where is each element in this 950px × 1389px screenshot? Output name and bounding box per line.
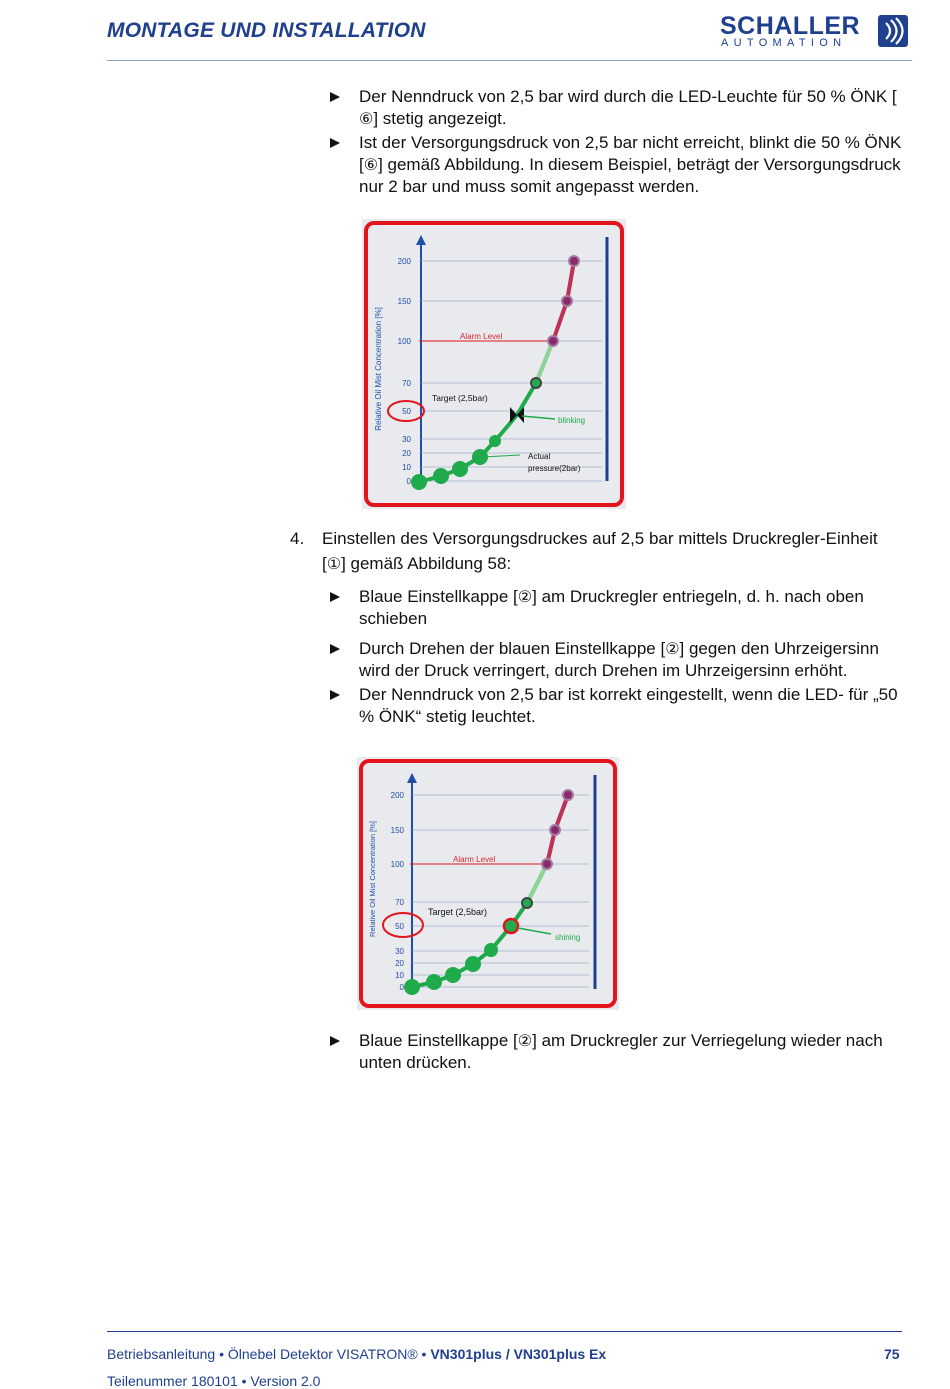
bullet-list-bottom (330, 1030, 905, 1076)
page-section-title: MONTAGE UND INSTALLATION (107, 19, 426, 42)
tick-label: 100 (390, 860, 404, 869)
list-item (330, 132, 905, 198)
bullet-text: ] am Druckregler zur Verriegelung wieder nach unten drücken. (359, 1031, 883, 1072)
shining-led-icon (504, 919, 518, 933)
step-text-before: Einstellen des Versorgungsdruckes auf 2,5 bar mittels Druckregler-Einheit [ (322, 529, 878, 573)
led-green-dots (411, 435, 501, 490)
list-item (330, 684, 905, 728)
tick-label: 30 (402, 435, 411, 444)
reference-number: ⑥ (359, 111, 374, 128)
alarm-level-label: Alarm Level (453, 855, 496, 864)
bullet-text: ] stetig angezeigt. (373, 109, 507, 128)
footer-part-number: Teilenummer 180101 • Version 2.0 (107, 1373, 321, 1389)
bullet-arrow-icon (330, 138, 340, 148)
figure-blinking-led (362, 219, 626, 509)
bullet-text: ] gegen den Uhrzeigersinn wird der Druck verringert, durch Drehen im Uhrzeigersinn erhöht. (359, 639, 879, 680)
header-divider (107, 60, 912, 61)
footer-divider (107, 1331, 902, 1332)
bullet-text: Durch Drehen der blauen Einstellkappe [ (359, 639, 666, 658)
bullet-text: Ist der Versorgungsdruck von 2,5 bar nicht erreicht, blinkt die 50 % ÖNK [ (359, 133, 902, 174)
tick-label: 150 (390, 826, 404, 835)
list-item (330, 638, 905, 682)
grid-lines (419, 261, 602, 481)
logo-brand-text: SCHALLER (720, 12, 861, 40)
shining-label: shining (555, 933, 581, 942)
tick-label: 0 (399, 983, 404, 992)
bullet-text: Blaue Einstellkappe [ (359, 1031, 518, 1050)
tick-label: 200 (390, 791, 404, 800)
tick-label: 70 (395, 898, 404, 907)
reference-number: ⑥ (363, 157, 379, 174)
grid-lines (410, 795, 589, 987)
footer-manual-title (107, 1346, 606, 1362)
reference-number: ② (665, 641, 680, 658)
tick-label: 50 (402, 407, 411, 416)
logo-mark-icon (878, 15, 908, 47)
tick-label: 0 (406, 477, 411, 486)
step-number: 4. (290, 529, 305, 548)
tick-label: 150 (397, 297, 411, 306)
bullet-arrow-icon (330, 592, 340, 602)
bullet-list-mid (330, 586, 905, 730)
page-number: 75 (884, 1346, 900, 1362)
tick-label: 50 (395, 922, 404, 931)
reference-number: ② (517, 589, 533, 606)
tick-label: 100 (397, 337, 411, 346)
target-label: Target (2,5bar) (428, 907, 488, 917)
step-text-after: ] gemäß Abbildung 58: (341, 554, 512, 573)
tick-label: 30 (395, 947, 404, 956)
alarm-level-label: Alarm Level (460, 332, 503, 341)
logo-sub-text: AUTOMATION (721, 37, 847, 49)
blinking-label: blinking (558, 416, 586, 425)
actual-label-line1: Actual (528, 452, 551, 461)
tick-label: 20 (402, 449, 411, 458)
actual-label-line2: pressure(2bar) (528, 464, 581, 473)
bullet-arrow-icon (330, 690, 340, 700)
footer-manual-text: Betriebsanleitung • Ölnebel Detektor VISATRON® • (107, 1346, 431, 1362)
step-text (322, 526, 882, 576)
y-axis-label: Relative Oil Mist Concentration [%] (374, 307, 383, 431)
tick-label: 10 (395, 971, 404, 980)
bullet-text: ] am Druckregler entriegeln, d. h. nach oben schieben (359, 587, 864, 628)
led-chart (357, 757, 619, 1010)
y-axis-label: Relative Oil Mist Concentration [%] (368, 821, 377, 937)
footer-model-text: VN301plus / VN301plus Ex (430, 1346, 607, 1362)
bullet-text: ] gemäß Abbildung. In diesem Beispiel, beträgt der Versorgungsdruck nur 2 bar und muss somit angepasst werden. (359, 155, 901, 196)
reference-number: ① (326, 556, 342, 573)
list-item (330, 1030, 905, 1074)
bullet-text: Der Nenndruck von 2,5 bar wird durch die LED-Leuchte für 50 % ÖNK [ (359, 87, 897, 106)
schaller-logo (718, 12, 913, 52)
target-label: Target (2,5bar) (432, 393, 488, 403)
bullet-text: Der Nenndruck von 2,5 bar ist korrekt eingestellt, wenn die LED- für „50 % ÖNK“ stetig leuchtet. (359, 685, 898, 726)
reference-number: ② (517, 1033, 533, 1050)
tick-label: 10 (402, 463, 411, 472)
tick-label: 70 (402, 379, 411, 388)
bullet-text: Blaue Einstellkappe [ (359, 587, 518, 606)
bullet-arrow-icon (330, 92, 340, 102)
list-item (330, 586, 905, 630)
figure-shining-led (357, 757, 619, 1010)
tick-label: 20 (395, 959, 404, 968)
tick-label: 200 (397, 257, 411, 266)
led-chart (362, 219, 626, 509)
bullet-arrow-icon (330, 1036, 340, 1046)
list-item (330, 86, 905, 130)
bullet-list-top (330, 86, 905, 200)
bullet-arrow-icon (330, 644, 340, 654)
